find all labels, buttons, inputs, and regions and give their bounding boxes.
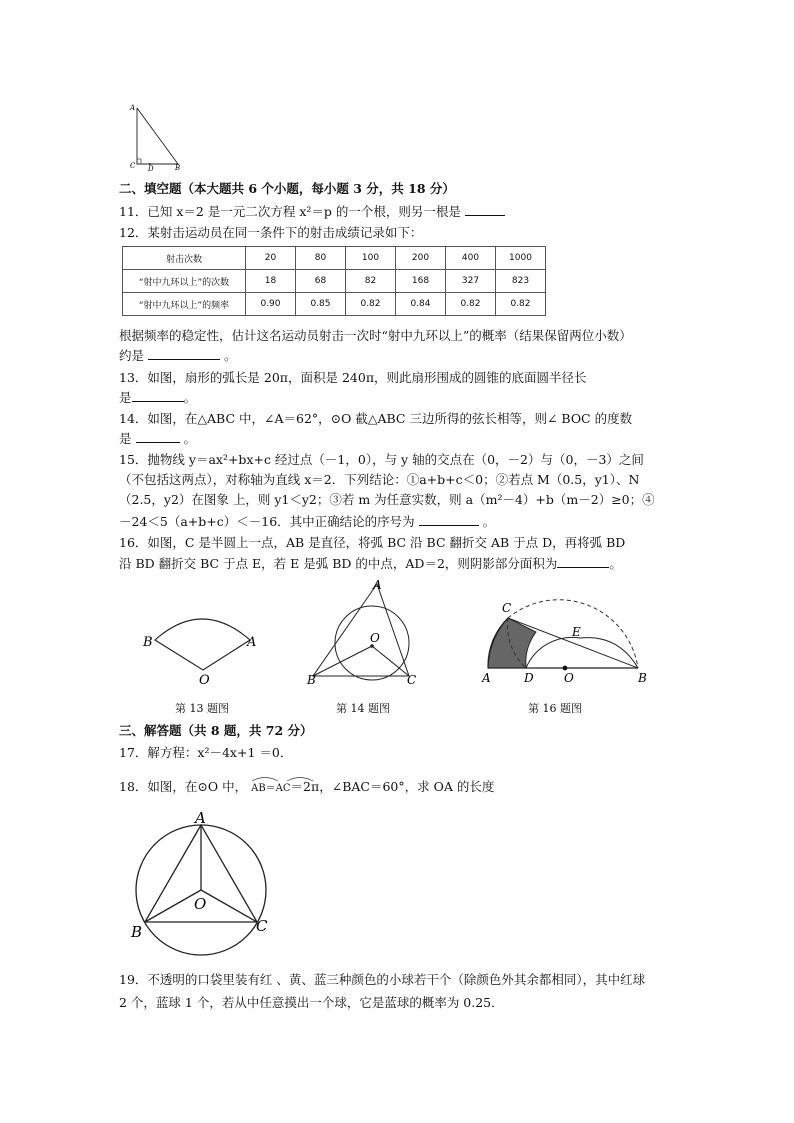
label-o: O: [199, 673, 210, 688]
label-o: O: [564, 671, 574, 685]
label-d: D: [524, 671, 534, 685]
label-b: B: [175, 164, 181, 172]
label-a: A: [130, 104, 136, 112]
figure-14-caption: 第 14 题图: [336, 702, 390, 715]
question-16-line2: 沿 BD 翻折交 BC 于点 E，若 E 是弧 BD 的中点，AD＝2，则阴影部分面积为 。: [119, 556, 622, 571]
table-row: “射中九环以上”的频率 0.90 0.85 0.82 0.84 0.82 0.82: [123, 293, 546, 316]
label-e: E: [572, 625, 581, 639]
answer-blank[interactable]: [148, 347, 220, 360]
figure-14-triangle-circle: [305, 578, 425, 688]
label-d: D: [148, 165, 154, 173]
figure-16-caption: 第 16 题图: [528, 702, 582, 715]
figure-13-sector: [140, 606, 270, 688]
label-b: B: [638, 671, 647, 685]
question-18: 18．如图，在⊙O 中， AB＝AC＝2π，∠BAC＝60°，求 OA 的长度: [119, 779, 494, 797]
label-b: B: [131, 923, 143, 941]
question-15-line3: （2.5，y2）在图象 上，则 y1＜y2；③若 m 为任意实数，则 a（m²－4）+b（m－2）≥0；④: [119, 492, 655, 507]
label-c: C: [130, 162, 136, 170]
figure-13-caption: 第 13 题图: [175, 702, 229, 715]
question-17: 17．解方程：x²－4x+1 ＝0．: [119, 745, 293, 760]
question-16: 16．如图，C 是半圆上一点，AB 是直径，将弧 BC 沿 BC 翻折交 AB 于点 D，再将弧 BD: [119, 535, 626, 550]
label-a: A: [482, 671, 491, 685]
table-row: “射中九环以上”的次数 18 68 82 168 327 823: [123, 270, 546, 293]
label-b: B: [307, 673, 316, 687]
label-c: C: [407, 673, 417, 687]
answer-blank[interactable]: [419, 513, 479, 526]
answer-blank[interactable]: [136, 430, 180, 443]
label-a: A: [373, 578, 382, 592]
question-14-line2: 是 。: [119, 431, 196, 446]
label-o: O: [370, 631, 380, 645]
question-12: 12．某射击运动员在同一条件下的射击成绩记录如下：: [119, 225, 423, 240]
answer-blank[interactable]: [465, 203, 505, 216]
question-11: [119, 203, 505, 220]
figure-16-semicircle: [478, 596, 658, 688]
label-a: A: [195, 809, 206, 827]
section-2-heading: 二、填空题（本大题共 6 个小题，每小题 3 分，共 18 分）: [119, 181, 455, 196]
answer-blank[interactable]: [557, 555, 609, 568]
question-13: 13．如图，扇形的弧长是 20π，面积是 240π，则此扇形围成的圆锥的底面圆半径长: [119, 370, 587, 385]
question-13-line2: 是 。: [119, 390, 197, 405]
label-c: C: [256, 917, 268, 935]
table-row: 射击次数 20 80 100 200 400 1000: [123, 247, 546, 270]
answer-blank[interactable]: [132, 389, 184, 402]
label-a: A: [247, 635, 257, 650]
question-19-line2: 2 个，蓝球 1 个，若从中任意摸出一个球，它是蓝球的概率为 0.25．: [119, 995, 504, 1010]
q12-after-1: 根据频率的稳定性，估计这名运动员射击一次时“射中九环以上”的概率（结果保留两位小数）: [119, 328, 632, 343]
q12-after-2: 约是 。: [119, 348, 237, 363]
question-14: 14．如图，在△ABC 中，∠A＝62°，⊙O 截△ABC 三边所得的弦长相等，则∠ BOC 的度数: [119, 411, 633, 426]
top-triangle-figure: [128, 102, 184, 174]
label-c: C: [502, 601, 512, 615]
question-19: 19．不透明的口袋里装有红 、黄、蓝三种颜色的小球若干个（除颜色外其余都相同），其中红球: [119, 972, 646, 987]
arc-notation: AB＝AC: [251, 779, 290, 797]
question-15-line4: －24＜5（a+b+c）＜－16．其中正确结论的序号为 。: [119, 514, 496, 529]
q11-text: 11．已知 x＝2 是一元二次方程 x²＝p 的一个根，则另一根是: [119, 204, 461, 219]
label-b: B: [143, 635, 153, 650]
label-o: O: [194, 895, 207, 913]
shooting-record-table: [122, 246, 546, 316]
figure-18-circle-triangle: [128, 808, 278, 944]
question-15: 15．抛物线 y＝ax²+bx+c 经过点（－1，0），与 y 轴的交点在（0，－2）与（0，－3）之间: [119, 452, 644, 467]
section-3-heading: 三、解答题（共 8 题，共 72 分）: [119, 723, 313, 738]
question-15-line2: （不包括这两点），对称轴为直线 x＝2．下列结论：①a+b+c＜0；②若点 M（0.5，y1）、N: [119, 472, 640, 487]
